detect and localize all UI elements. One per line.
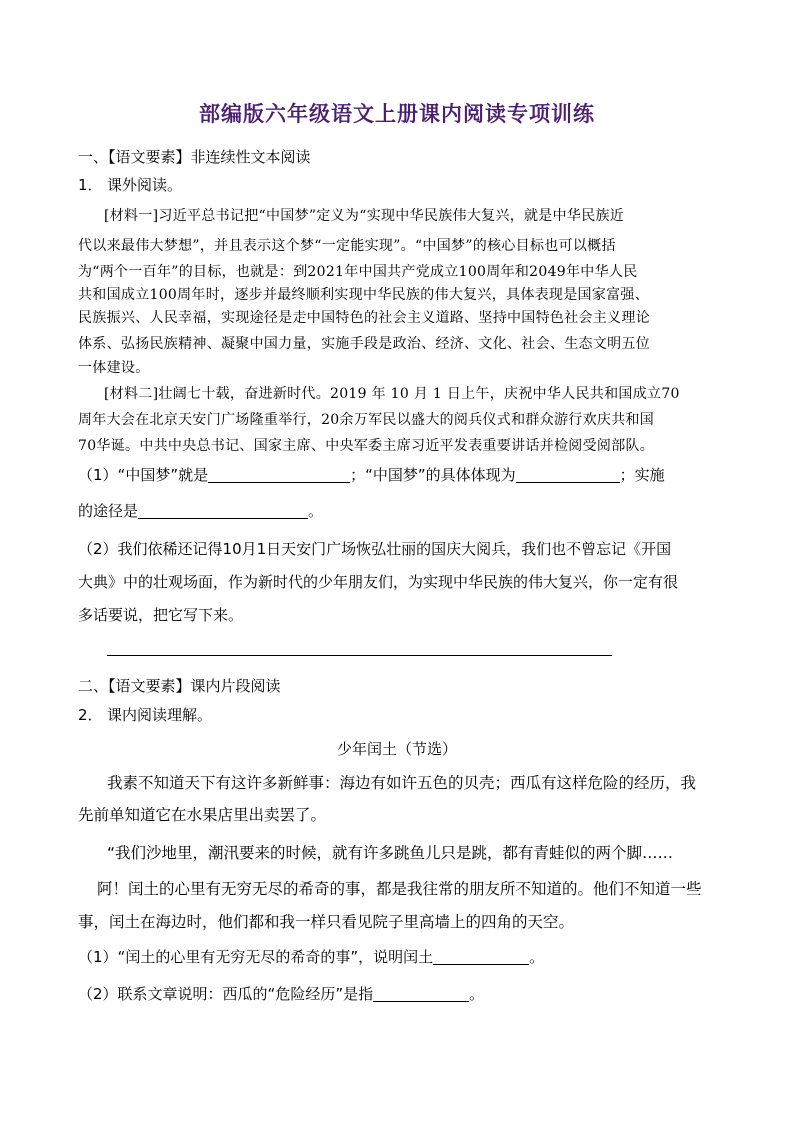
question-2-number: 2． <box>78 706 103 724</box>
sub-question-text: 的途径是 <box>78 502 139 520</box>
passage-line: 我素不知道天下有这许多新鲜事：海边有如许五色的贝壳；西瓜有这样危险的经历，我 <box>107 774 697 792</box>
material-2-line: 周年大会在北京天安门广场隆重举行，20余万军民以盛大的阅兵仪式和群众游行欢庆共和国 <box>78 412 655 428</box>
material-1-line: 为“两个一百年”的目标，也就是：到2021年中国共产党成立100周年和2049年中华人民 <box>78 264 638 280</box>
material-1-line: 代以来最伟大梦想”，并且表示这个梦“一定能实现”。“中国梦”的核心目标也可以概括 <box>78 238 616 254</box>
sub-question-text: 。 <box>308 502 324 520</box>
material-2-line: [材料二]壮阔七十载，奋进新时代。2019 年 10 月 1 日上午，庆祝中华人民共和国成立70 <box>104 386 680 402</box>
section-2-heading: 二、【语文要素】课内片段阅读 <box>78 677 281 695</box>
sub-question-2-2 <box>78 983 484 1004</box>
answer-blank[interactable] <box>433 948 529 965</box>
sub-question-text: （1）“中国梦”就是 <box>78 466 209 484</box>
section-1-heading: 一、【语文要素】非连续性文本阅读 <box>78 148 311 166</box>
question-2-label: 课内阅读理解。 <box>107 706 213 724</box>
passage-line: 先前单知道它在水果店里出卖罢了。 <box>78 806 327 824</box>
sub-question-text: （2）联系文章说明：西瓜的“危险经历”是指 <box>78 985 374 1003</box>
passage-title: 少年闰土（节选） <box>336 740 457 758</box>
sub-question-text: ；实施 <box>619 466 665 484</box>
question-1-label: 课外阅读。 <box>107 176 183 194</box>
answer-blank[interactable] <box>138 502 308 519</box>
passage-line: 阿！闰土的心里有无穷无尽的希奇的事，都是我往常的朋友所不知道的。他们不知道一些 <box>97 880 702 898</box>
answer-blank[interactable] <box>208 466 350 483</box>
sub-question-text: ；“中国梦”的具体体现为 <box>350 466 516 484</box>
sub-question-1-1-cont <box>78 500 323 521</box>
sub-question-2-1 <box>78 946 544 967</box>
passage-line: 事，闰土在海边时，他们都和我一样只看见院子里高墙上的四角的天空。 <box>78 913 575 931</box>
sub-question-text: （1）“闰土的心里有无穷无尽的希奇的事”，说明闰土 <box>78 948 434 966</box>
answer-blank[interactable] <box>373 985 469 1002</box>
sub-question-text: 。 <box>529 948 545 966</box>
question-1-number: 1． <box>78 176 103 194</box>
material-1-line: 一体建设。 <box>78 360 150 376</box>
answer-blank[interactable] <box>516 466 620 483</box>
sub-question-text: 。 <box>469 985 485 1003</box>
material-1-line: [材料一]习近平总书记把“中国梦”定义为“实现中华民族伟大复兴，就是中华民族近 <box>104 208 625 224</box>
material-1-line: 体系、弘扬民族精神、凝聚中国力量，实施手段是政治、经济、文化、社会、生态文明五位 <box>78 336 650 352</box>
passage-line: “我们沙地里，潮汛要来的时候，就有许多跳鱼儿只是跳，都有青蛙似的两个脚…… <box>107 844 674 862</box>
material-1-line: 民族振兴、人民幸福，实现途径是走中国特色的社会主义道路、坚持中国特色社会主义理论 <box>78 310 650 326</box>
page-title: 部编版六年级语文上册课内阅读专项训练 <box>199 102 595 126</box>
material-1-line: 共和国成立100周年时，逐步并最终顺利实现中华民族的伟大复兴，具体表现是国家富强、 <box>78 287 650 303</box>
sub-question-1-2-line: 多话要说，把它写下来。 <box>78 606 244 624</box>
sub-question-1-2-line: （2）我们依稀还记得10月1日天安门广场恢弘壮丽的国庆大阅兵，我们也不曾忘记《开国 <box>78 540 672 558</box>
sub-question-1-1 <box>78 464 665 485</box>
answer-writing-line[interactable] <box>107 655 612 656</box>
sub-question-1-2-line: 大典》中的壮观场面，作为新时代的少年朋友们，为实现中华民族的伟大复兴，你一定有很 <box>78 573 679 591</box>
material-2-line: 70华诞。中共中央总书记、国家主席、中央军委主席习近平发表重要讲话并检阅受阅部队。 <box>78 438 655 454</box>
